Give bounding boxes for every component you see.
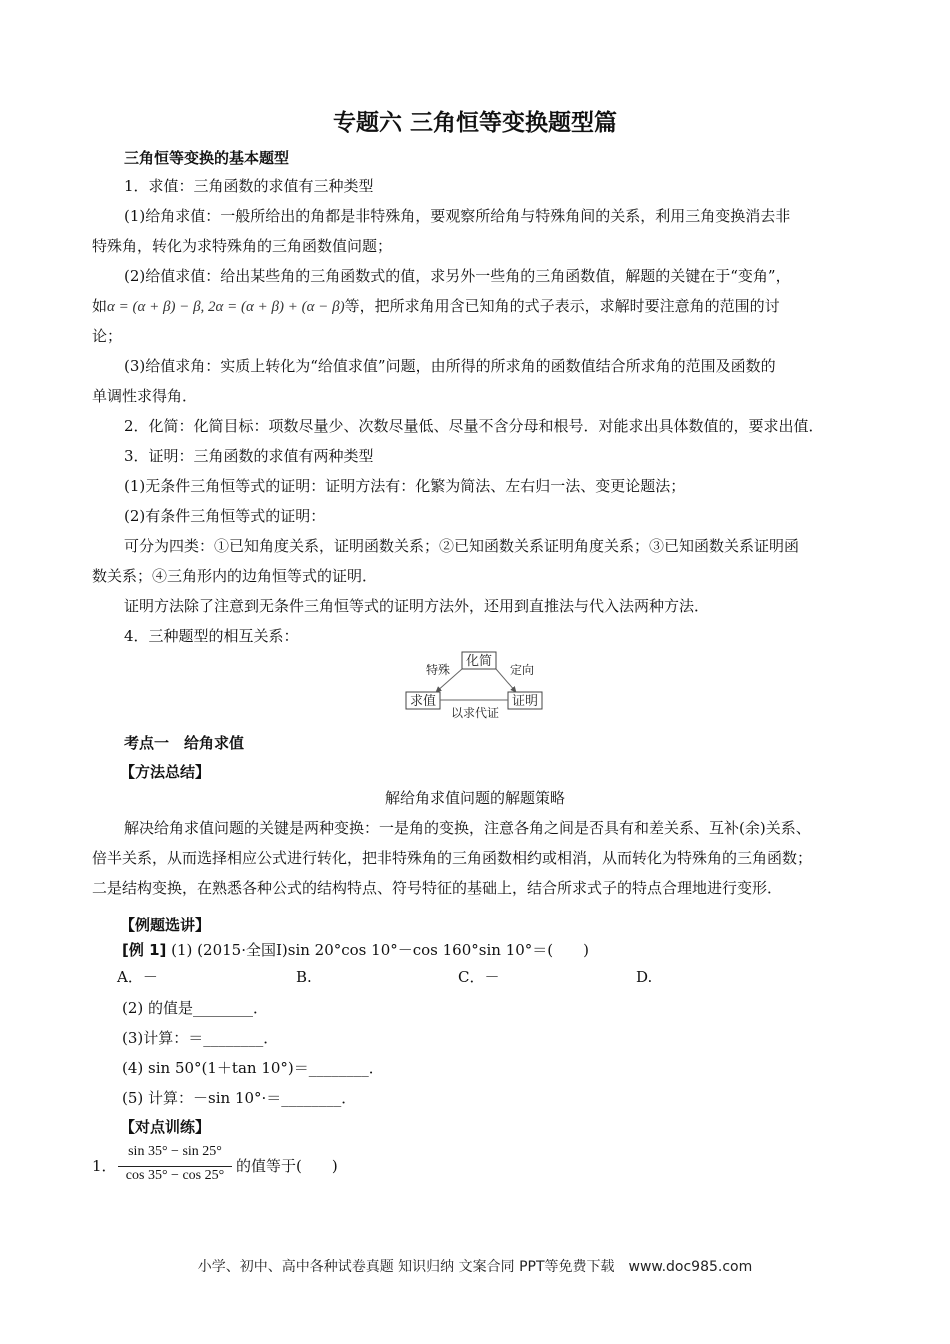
paragraph-8: (2)有条件三角恒等式的证明：: [124, 507, 326, 525]
fraction-bar: [118, 1166, 232, 1167]
paragraph-3b-suffix: 等，把所求角用含已知角的式子表示，求解时要注意角的范围的讨: [344, 297, 780, 315]
node-evaluate: 求值: [409, 694, 437, 709]
paragraph-1: 1．求值：三角函数的求值有三种类型: [124, 177, 374, 195]
paragraph-3a: (2)给值求值：给出某些角的三角函数式的值，求另外一些角的三角函数值，解题的关键在于“变角”，: [124, 267, 791, 285]
paragraph-2b: 特殊角，转化为求特殊角的三角函数值问题；: [92, 237, 393, 255]
option-c: C．－: [458, 968, 500, 986]
example-1-line: [122, 940, 589, 960]
paragraph-2a: (1)给角求值：一般所给出的角都是非特殊角，要观察所给角与特殊角间的关系，利用三角变换消去非: [124, 207, 791, 225]
question-1-number: 1．: [92, 1157, 117, 1175]
paragraph-10: 证明方法除了注意到无条件三角恒等式的证明方法外，还用到直推法与代入法两种方法．: [124, 597, 710, 615]
fraction-numerator: sin 35° − sin 25°: [128, 1144, 222, 1159]
paragraph-7: (1)无条件三角恒等式的证明：证明方法有：化繁为简法、左右归一法、变更论题法；: [124, 477, 686, 495]
example-tag: [例 1]: [122, 941, 167, 959]
section-heading-topic1: 考点一 给角求值: [124, 734, 245, 752]
strategy-text-3: 二是结构变换，在熟悉各种公式的结构特点、符号特征的基础上，结合所求式子的特点合理地进行变形．: [92, 879, 783, 897]
option-d: D.: [636, 968, 653, 986]
paragraph-11: 4．三种题型的相互关系：: [124, 627, 299, 645]
example-label: 【例题选讲】: [120, 916, 211, 934]
strategy-title: 解给角求值问题的解题策略: [384, 789, 565, 807]
example-1-part-2: (2) 的值是________．: [122, 999, 269, 1017]
relationship-diagram: [404, 650, 546, 722]
label-directed: 定向: [509, 663, 535, 677]
paragraph-5: 2．化简：化简目标：项数尽量少、次数尽量低、尽量不含分母和根号．对能求出具体数值的，要求出值．: [124, 417, 824, 435]
section-heading-basic: 三角恒等变换的基本题型: [124, 149, 290, 167]
practice-label: 【对点训练】: [120, 1118, 211, 1136]
footer-text: 小学、初中、高中各种试卷真题 知识归纳 文案合同 PPT等免费下载 www.doc985.com: [197, 1259, 753, 1275]
paragraph-3b-prefix: 如: [92, 297, 108, 315]
node-prove: 证明: [511, 694, 539, 709]
question-1-fraction: [116, 1144, 236, 1188]
example-1-part-5: (5) 计算：－sin 10°·＝________．: [122, 1089, 357, 1107]
option-a: A．－: [117, 968, 158, 986]
option-b: B.: [296, 968, 312, 986]
label-special: 特殊: [425, 663, 451, 677]
example-1-question: (1) (2015·全国Ⅰ)sin 20°cos 10°－cos 160°sin 10°＝( ): [171, 941, 589, 959]
paragraph-6: 3．证明：三角函数的求值有两种类型: [124, 447, 374, 465]
paragraph-4b: 单调性求得角．: [92, 387, 198, 405]
strategy-text-1: 解决给角求值问题的关键是两种变换：一是角的变换，注意各角之间是否具有和差关系、互补(余)关系、: [124, 819, 811, 837]
method-summary-label: 【方法总结】: [120, 763, 211, 781]
question-1-suffix: 的值等于( ): [236, 1157, 338, 1175]
label-substitute: 以求代证: [450, 706, 500, 720]
paragraph-4a: (3)给值求角：实质上转化为“给值求值”问题，由所得的所求角的函数值结合所求角的范围及函数的: [124, 357, 776, 375]
paragraph-9b: 数关系；④三角形内的边角恒等式的证明．: [92, 567, 378, 585]
example-1-part-3: (3)计算：＝________．: [122, 1029, 279, 1047]
example-1-part-4: (4) sin 50°(1＋tan 10°)＝________．: [122, 1059, 384, 1077]
paragraph-3b: [92, 296, 780, 317]
fraction-denominator: cos 35° − cos 25°: [125, 1168, 225, 1183]
page-title: 专题六 三角恒等变换题型篇: [332, 110, 617, 136]
paragraph-3c: 论；: [92, 327, 123, 345]
angle-formula: α = (α + β) − β, 2α = (α + β) + (α − β): [107, 299, 345, 315]
strategy-text-2: 倍半关系，从而选择相应公式进行转化，把非特殊角的三角函数相约或相消，从而转化为特殊角的三角函数；: [92, 849, 813, 867]
paragraph-9a: 可分为四类：①已知角度关系，证明函数关系；②已知函数关系证明角度关系；③已知函数关系证明函: [124, 537, 800, 555]
node-simplify: 化简: [465, 654, 493, 669]
